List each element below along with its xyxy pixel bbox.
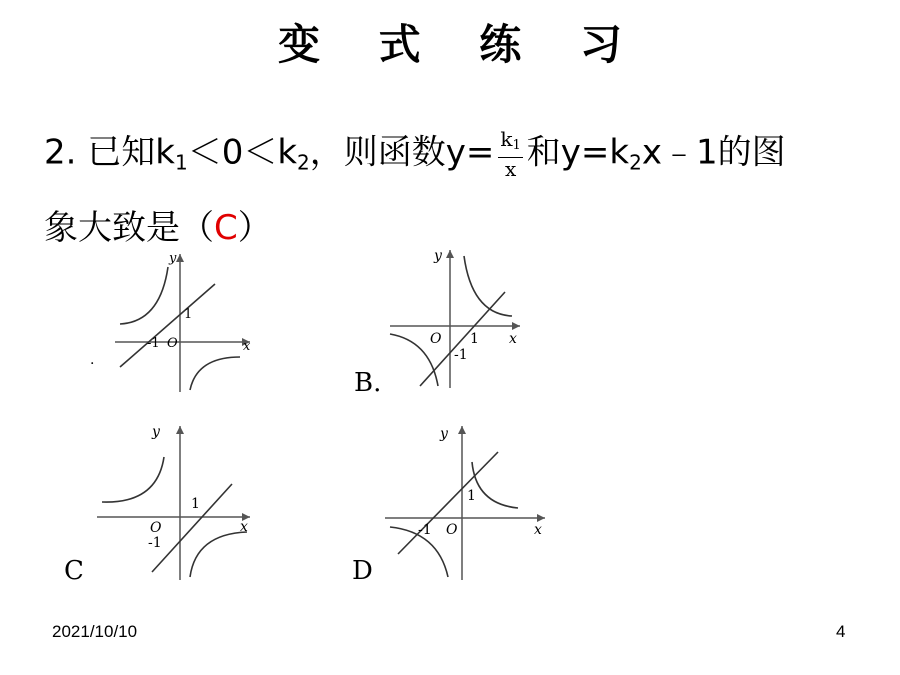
option-c-label-text: C <box>64 556 84 586</box>
graph-c-neg-one: -1 <box>148 535 162 551</box>
graph-b-neg-one: -1 <box>454 347 468 363</box>
graph-a-svg <box>105 252 255 392</box>
graph-d-neg-one: -1 <box>418 522 432 538</box>
fraction-denominator: x <box>504 157 517 181</box>
graph-c-y-label: y <box>152 424 160 440</box>
graph-c-svg <box>92 422 257 580</box>
question-text-3: ，则函数y= <box>309 132 495 173</box>
fraction-numerator <box>498 128 522 158</box>
fraction-k1-over-x <box>498 128 522 180</box>
subscript-k2: 2 <box>297 150 310 175</box>
question-text-2: ＜0＜k <box>187 132 298 173</box>
graph-b-svg <box>380 246 530 391</box>
question-text-1: 已知k <box>87 132 175 173</box>
graph-d-x-label: x <box>534 522 542 538</box>
graph-b-x-label: x <box>509 331 517 347</box>
graph-d-svg <box>380 422 550 580</box>
question-text-7: ） <box>237 208 272 248</box>
graph-c-x-label: x <box>240 519 248 535</box>
graph-b-one: 1 <box>470 331 479 347</box>
question-line-2 <box>44 204 272 252</box>
subscript-k2-b: 2 <box>629 150 642 175</box>
graph-a-x-label: x <box>243 339 251 354</box>
fraction-num-text: k <box>500 127 513 151</box>
option-a-marker: · <box>90 356 95 372</box>
fraction-num-sub: 1 <box>512 138 521 153</box>
graph-a-y-label: y <box>169 251 177 266</box>
graph-option-c <box>92 422 257 580</box>
option-d-label-text: D <box>352 556 373 586</box>
question-number: 2. <box>44 132 77 173</box>
graph-option-d <box>380 422 550 580</box>
slide-title: 变 式 练 习 <box>278 20 644 69</box>
question-text-5: x﹣1的图 <box>641 132 786 173</box>
graph-option-a <box>105 252 255 392</box>
graph-a-neg-one: -1 <box>147 336 160 351</box>
graph-b-origin: O <box>430 331 442 347</box>
graph-a-one: 1 <box>184 307 193 322</box>
graph-option-b <box>380 246 530 391</box>
graph-b-y-label: y <box>434 248 442 264</box>
answer-letter: C <box>214 208 238 248</box>
graph-c-origin: O <box>150 520 162 536</box>
graph-d-one: 1 <box>467 488 476 504</box>
question-text-4: 和y=k <box>526 132 630 173</box>
page-number: 4 <box>836 622 846 641</box>
graph-d-y-label: y <box>440 426 448 442</box>
question-line-1 <box>44 128 786 187</box>
option-d-label <box>352 556 373 586</box>
question-text-6: 象大致是（ <box>44 208 214 248</box>
option-c-label <box>64 556 84 586</box>
subscript-k1: 1 <box>174 150 188 175</box>
graph-c-one: 1 <box>191 496 200 512</box>
footer-date: 2021/10/10 <box>52 622 138 641</box>
option-b-label: B. <box>354 368 382 398</box>
graph-a-origin: O <box>167 336 178 351</box>
graph-d-origin: O <box>446 522 458 538</box>
